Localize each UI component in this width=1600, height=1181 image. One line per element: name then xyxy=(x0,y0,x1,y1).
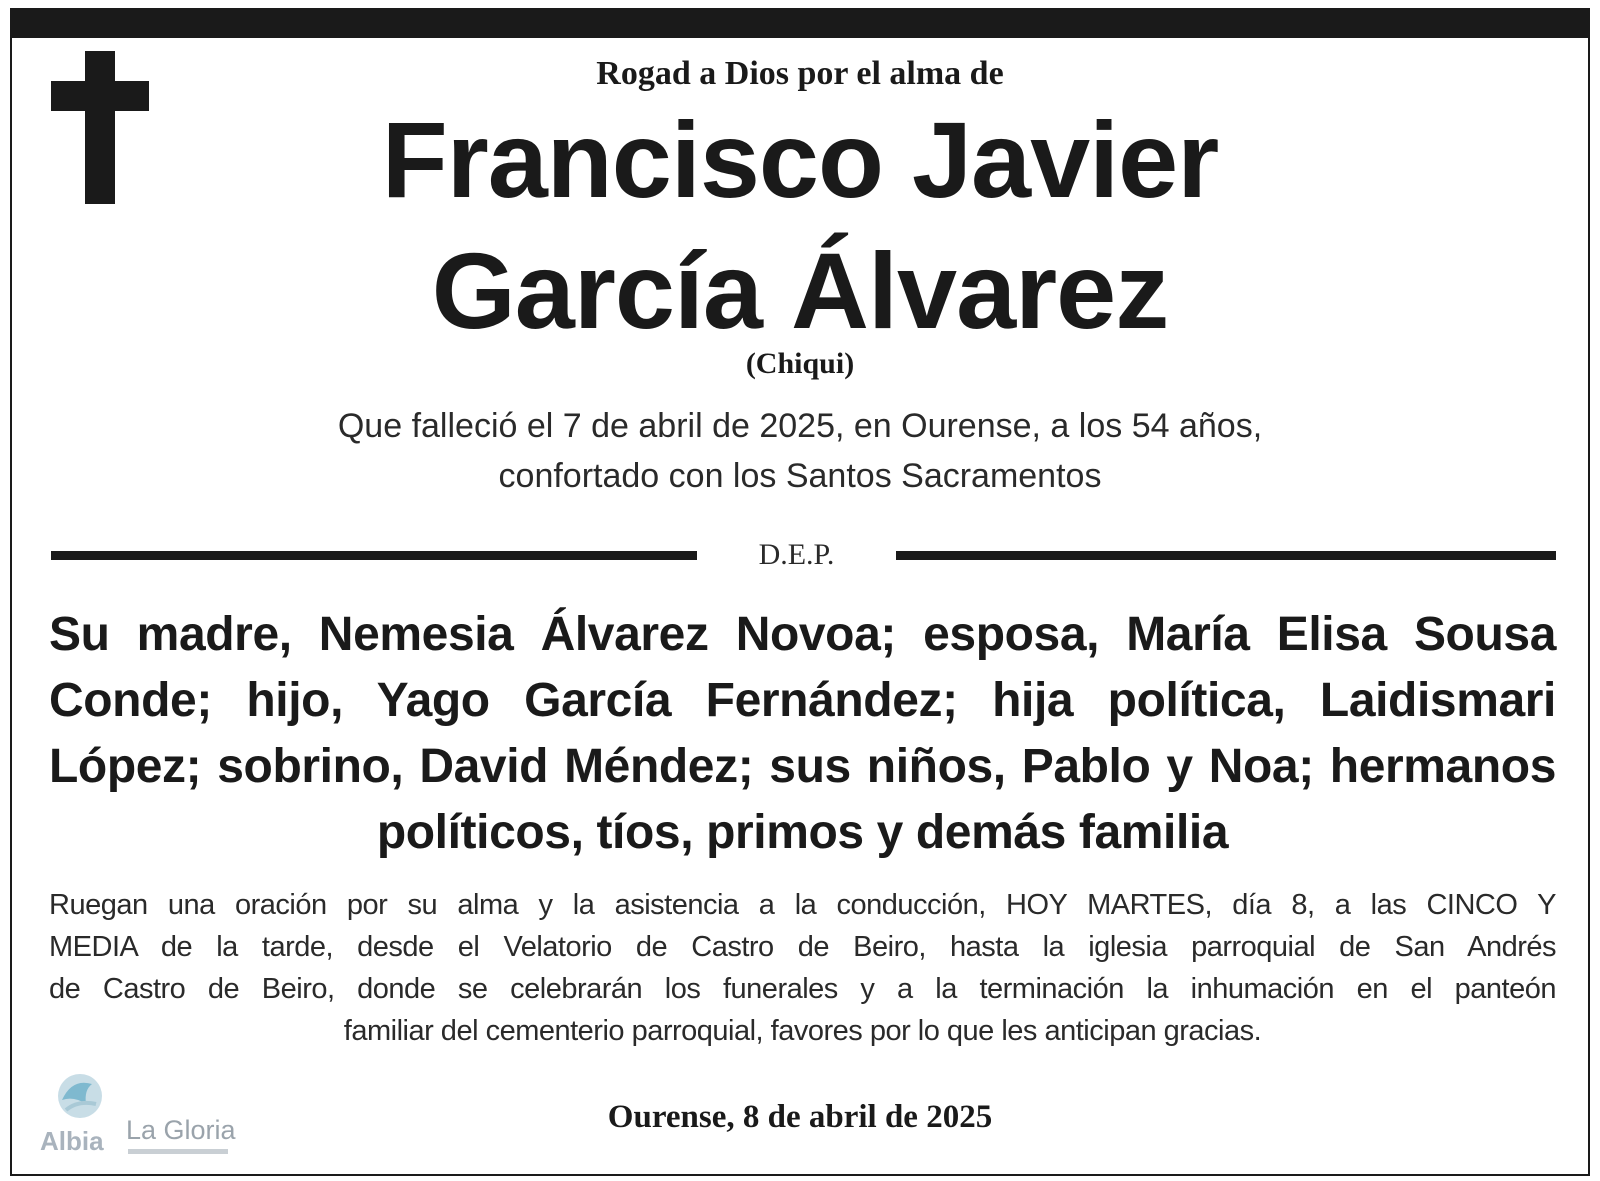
albia-logo-text: Albia xyxy=(40,1126,104,1156)
top-border-bar xyxy=(10,8,1590,38)
la-gloria-logo-text: La Gloria xyxy=(126,1115,236,1145)
death-info-line2: confortado con los Santos Sacramentos xyxy=(498,457,1102,495)
deceased-name-line1: Francisco Javier xyxy=(381,99,1219,220)
albia-logo-icon xyxy=(50,1070,106,1126)
family-line: Conde; hijo, Yago García Fernández; hija política, Laidismari xyxy=(49,674,1556,727)
funeral-info-line: familiar del cementerio parroquial, favores por lo que les anticipan gracias. xyxy=(343,1015,1262,1047)
funeral-info-line: Ruegan una oración por su alma y la asistencia a la conducción, HOY MARTES, día 8, a las CINCO Y xyxy=(49,889,1556,921)
intro-text: Rogad a Dios por el alma de xyxy=(596,55,1004,92)
family-line: Su madre, Nemesia Álvarez Novoa; esposa, María Elisa Sousa xyxy=(49,608,1556,661)
family-line: López; sobrino, David Méndez; sus niños, Pablo y Noa; hermanos xyxy=(49,740,1556,793)
funeral-info-line: MEDIA de la tarde, desde el Velatorio de Castro de Beiro, hasta la iglesia parroquial de San Andrés xyxy=(49,931,1556,963)
funeral-home-logo xyxy=(40,1070,240,1160)
place-date: Ourense, 8 de abril de 2025 xyxy=(607,1099,993,1135)
deceased-name-line2: García Álvarez xyxy=(431,230,1169,351)
nickname: (Chiqui) xyxy=(745,347,855,380)
divider-right xyxy=(896,551,1556,560)
death-info-line1: Que falleció el 7 de abril de 2025, en Ourense, a los 54 años, xyxy=(337,407,1263,445)
la-gloria-logo-underline xyxy=(128,1149,228,1154)
dep-label: D.E.P. xyxy=(758,538,835,571)
divider-left xyxy=(51,551,697,560)
family-line: políticos, tíos, primos y demás familia xyxy=(376,806,1229,859)
funeral-info-line: de Castro de Beiro, donde se celebrarán los funerales y a la terminación la inhumación en el panteón xyxy=(49,973,1556,1005)
